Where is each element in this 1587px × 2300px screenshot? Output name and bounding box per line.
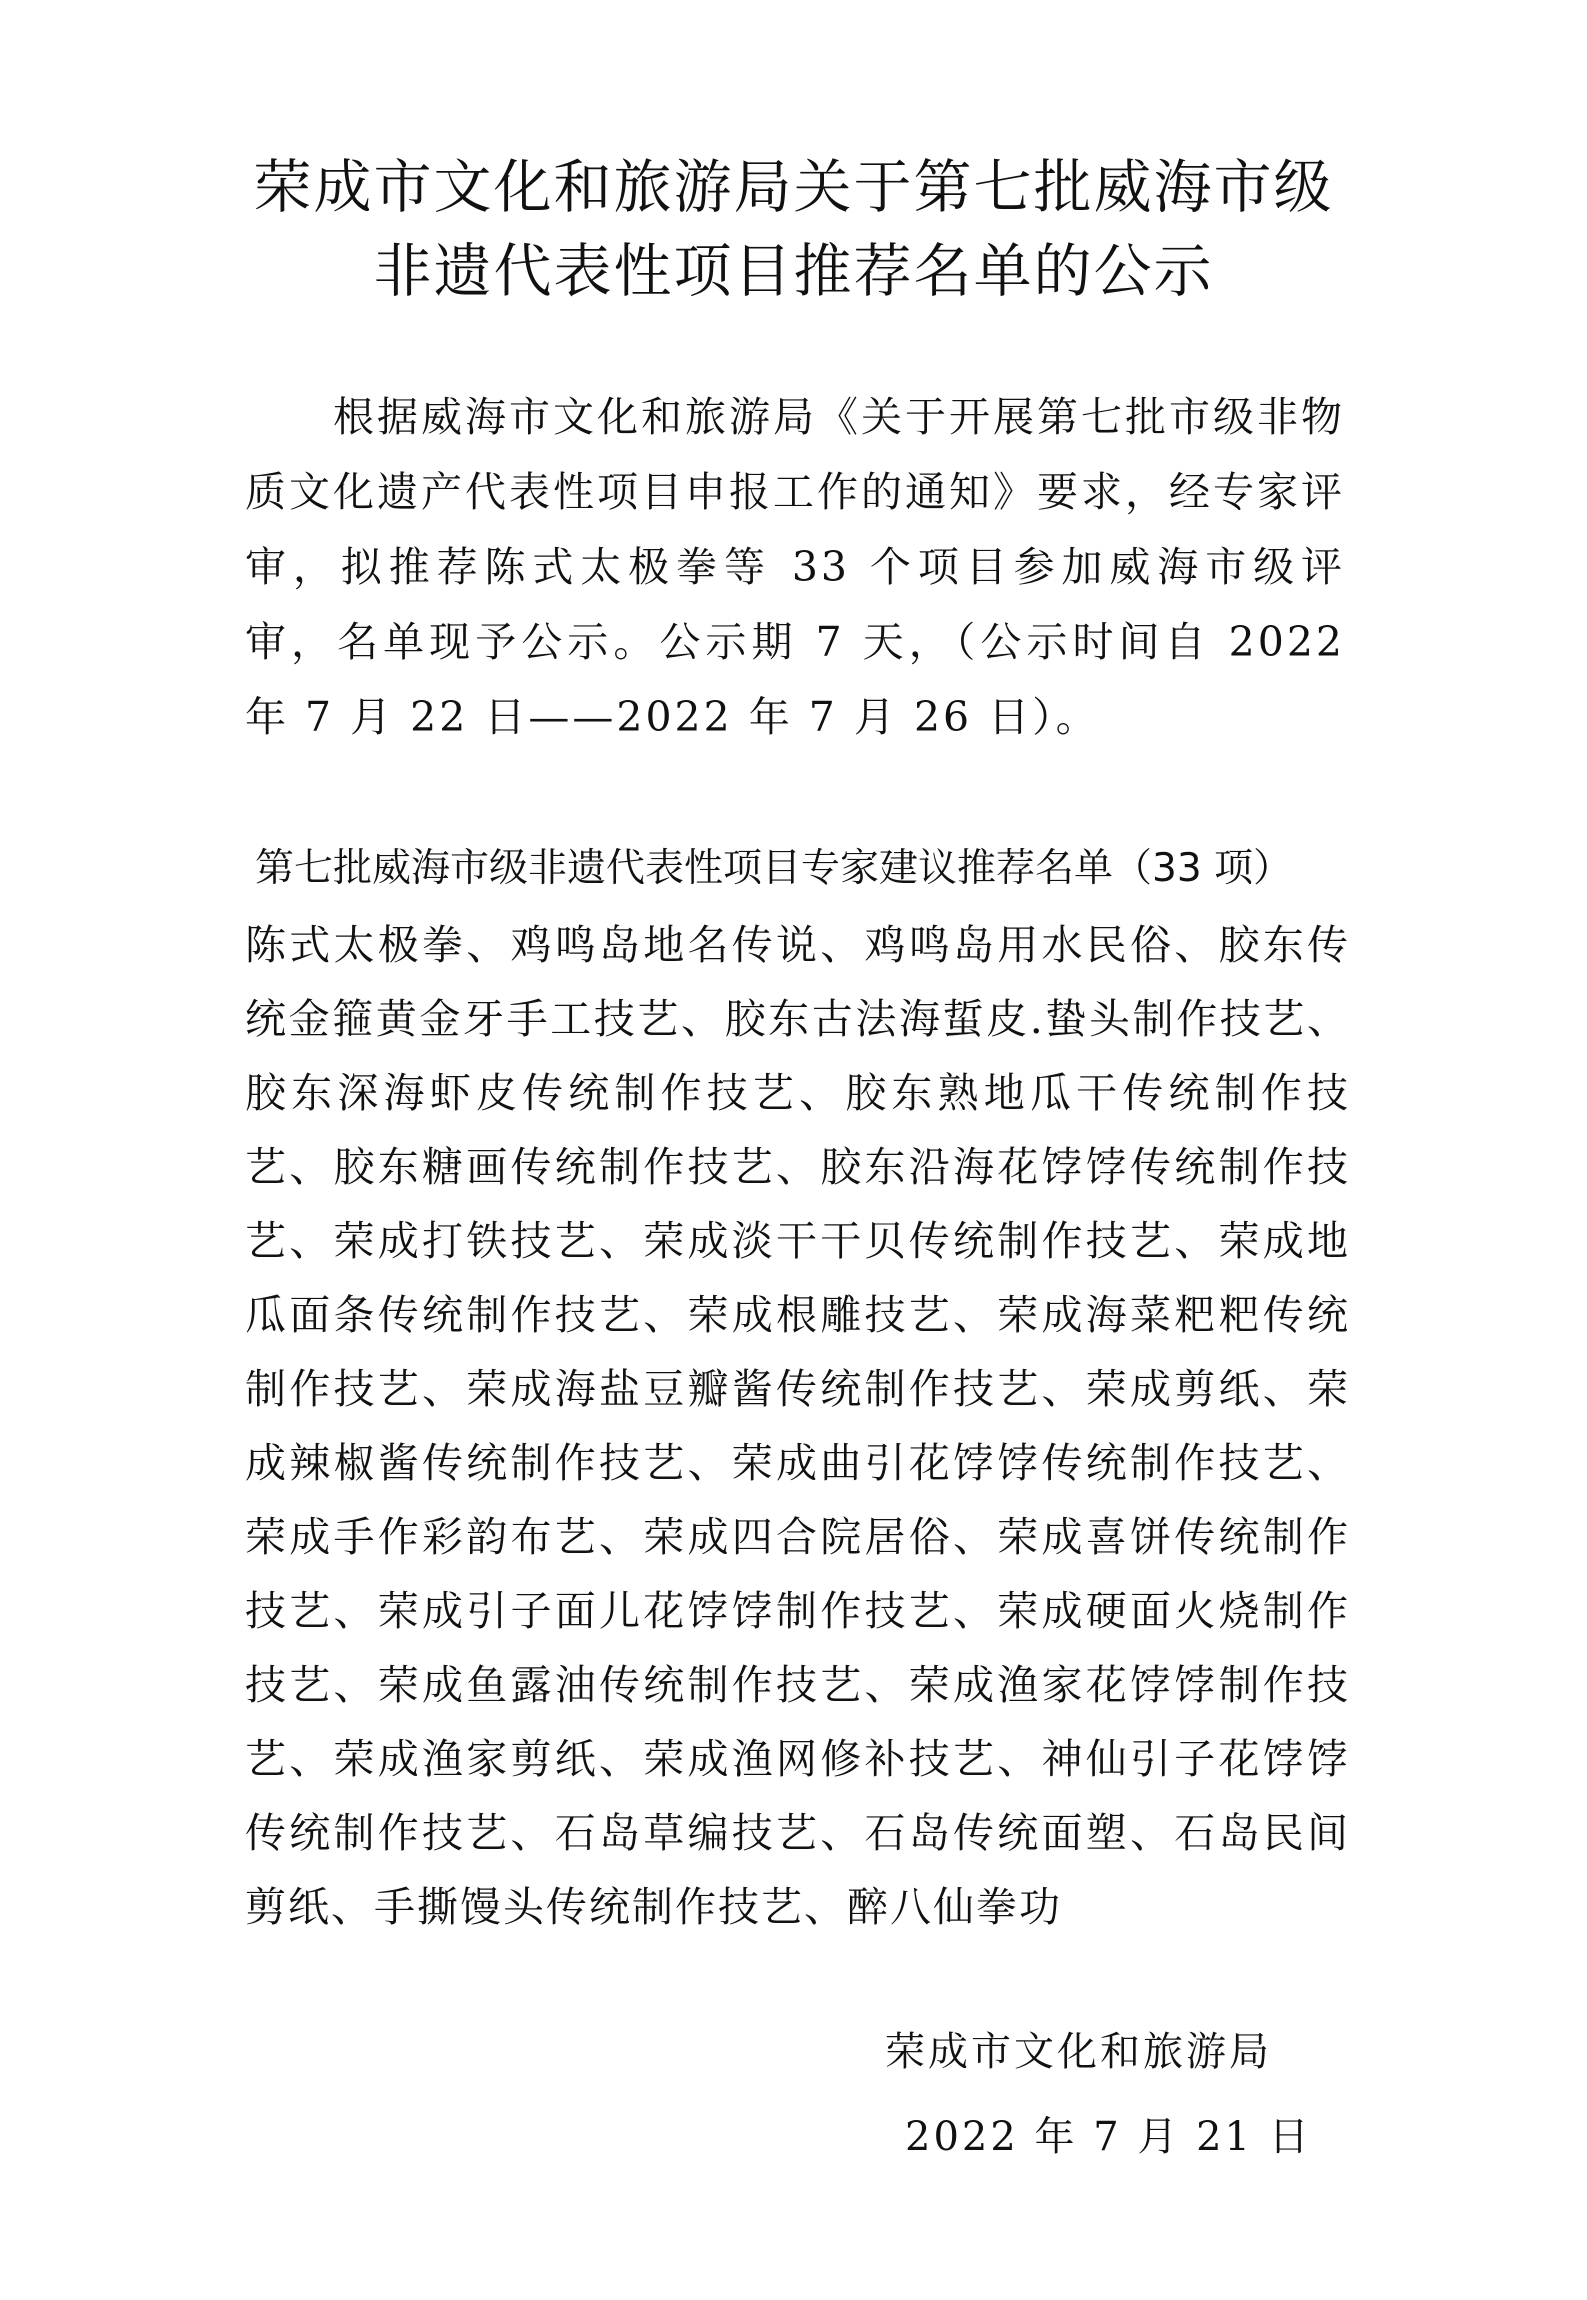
title-line-1: 荣成市文化和旅游局关于第七批威海市级: [253, 153, 1334, 221]
notice-body-paragraph: 根据威海市文化和旅游局《关于开展第七批市级非物质文化遗产代表性项目申报工作的通知》要求，经专家评审，拟推荐陈式太极拳等 33 个项目参加威海市级评审，名单现予公示。公示期 7 天，（公示时间自 2022 年 7 月 22 日——2022 年 7 月 26 日）。: [245, 393, 1345, 741]
document-title: [0, 145, 1587, 313]
title-line-2: 非遗代表性项目推荐名单的公示: [373, 237, 1214, 305]
signature-date: 2022 年 7 月 21 日: [905, 2114, 1312, 2160]
recommendation-list-items: 陈式太极拳、鸡鸣岛地名传说、鸡鸣岛用水民俗、胶东传统金箍黄金牙手工技艺、胶东古法海蜇皮.蛰头制作技艺、胶东深海虾皮传统制作技艺、胶东熟地瓜干传统制作技艺、胶东糖画传统制作技艺、胶东沿海花饽饽传统制作技艺、荣成打铁技艺、荣成淡干干贝传统制作技艺、荣成地瓜面条传统制作技艺、荣成根雕技艺、荣成海菜粑粑传统制作技艺、荣成海盐豆瓣酱传统制作技艺、荣成剪纸、荣成辣椒酱传统制作技艺、荣成曲引花饽饽传统制作技艺、荣成手作彩韵布艺、荣成四合院居俗、荣成喜饼传统制作技艺、荣成引子面儿花饽饽制作技艺、荣成硬面火烧制作技艺、荣成鱼露油传统制作技艺、荣成渔家花饽饽制作技艺、荣成渔家剪纸、荣成渔网修补技艺、神仙引子花饽饽传统制作技艺、石岛草编技艺、石岛传统面塑、石岛民间剪纸、手撕馒头传统制作技艺、醉八仙拳功: [245, 921, 1350, 1931]
signature-organization: 荣成市文化和旅游局: [885, 2029, 1272, 2075]
recommendation-list-heading: 第七批威海市级非遗代表性项目专家建议推荐名单（33 项）: [255, 846, 1293, 891]
